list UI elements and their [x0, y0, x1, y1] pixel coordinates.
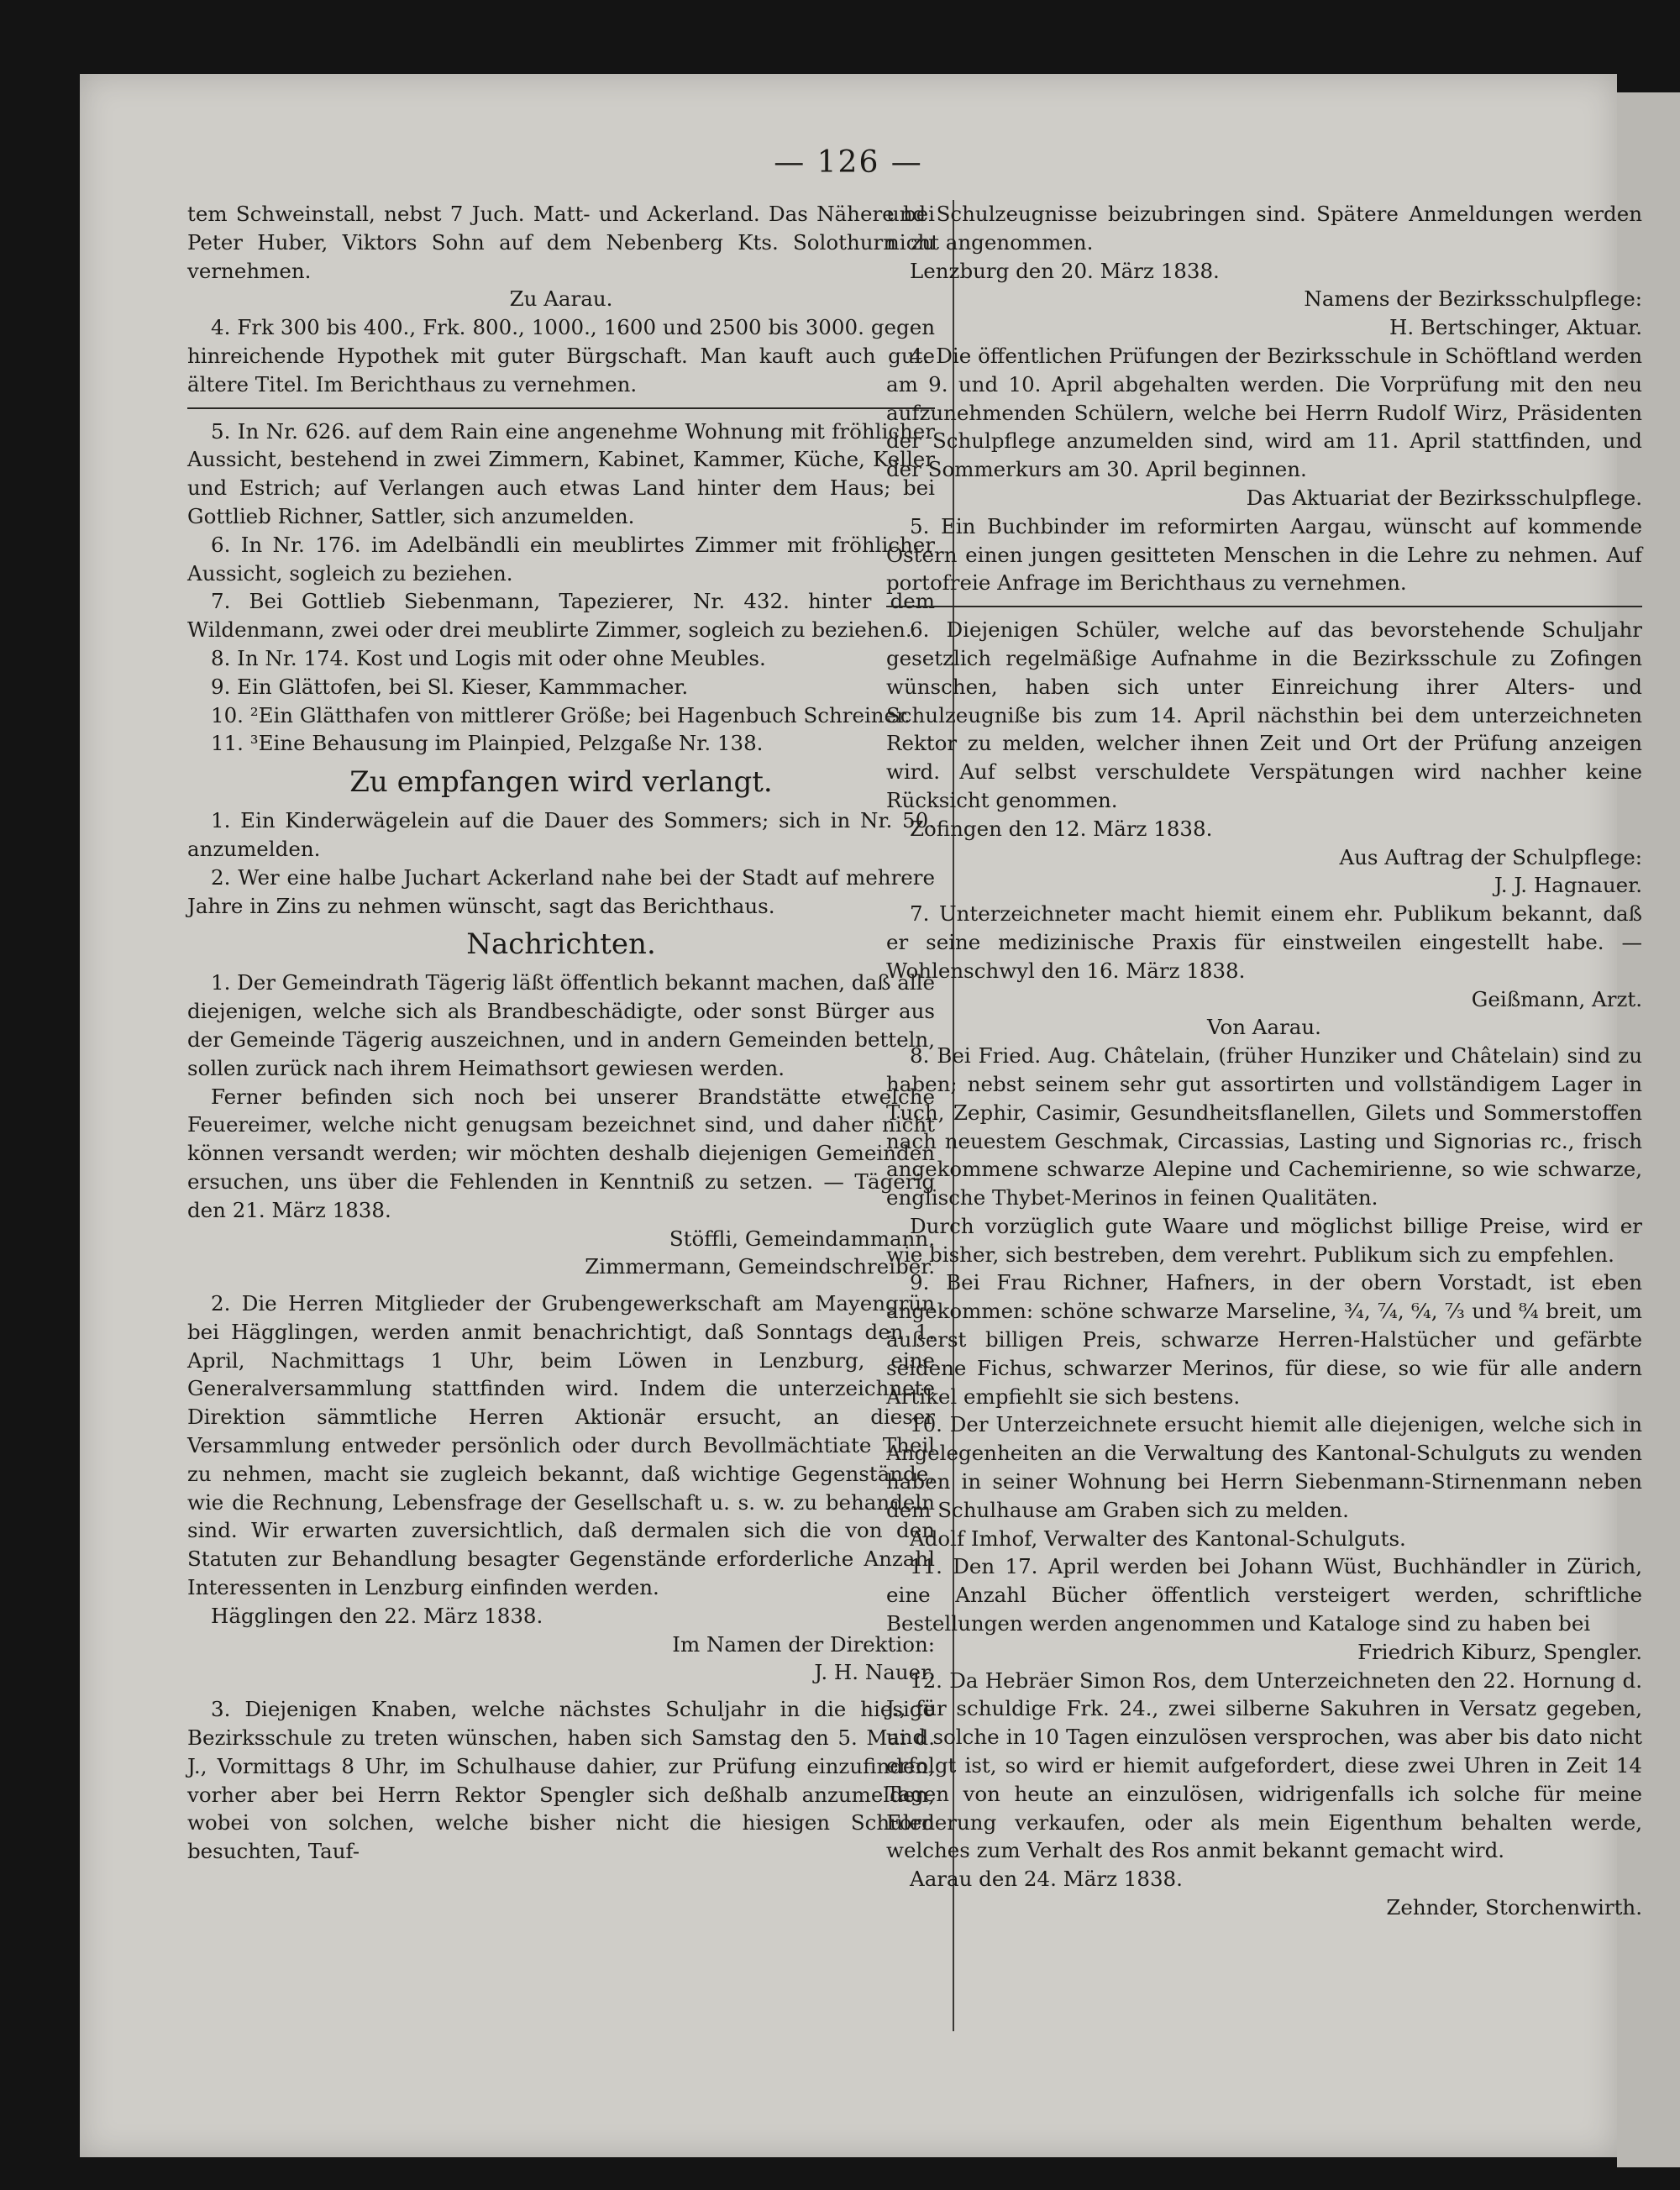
- newspaper-page: [80, 74, 1642, 2157]
- notice-5: 5. Ein Buchbinder im reformirten Aargau, wünscht auf kommende Ostern einen jungen gesitteten Menschen in die Lehre zu nehmen. Auf portofreie Anfrage im Berichthaus zu vernehmen.: [886, 513, 1642, 596]
- left-column: [187, 200, 935, 1866]
- heading-verlangt: Zu empfangen wird verlangt.: [349, 765, 773, 800]
- notice-8-paragraph-1: 8. Bei Fried. Aug. Châtelain, (früher Hunziker und Châtelain) sind zu haben; nebst seinem sehr gut assortirten und vollständigem Lager in Tuch, Zephir, Casimir, Gesundheitsflanellen, Gilets und Sommerstoffen nach neuestem Geschmak, Circassias, Lasting und Signorias rc., frisch angekommene schwarze Alepine und Cachemirienne, so wie schwarze, englische Thybet-Merinos in feinen Qualitäten.: [886, 1043, 1642, 1211]
- verlangt-item-1: 1. Ein Kinderwägelein auf die Dauer des Sommers; sich in Nr. 50. anzumelden.: [187, 808, 935, 861]
- notice-12-signature: Zehnder, Storchenwirth.: [1386, 1895, 1642, 1920]
- notice-8-paragraph-2: Durch vorzüglich gute Waare und möglichst billige Preise, wird er wie bisher, sich bestreben, dem verehrt. Publikum sich zu empfehlen.: [886, 1213, 1642, 1267]
- notice-4: 4. Die öffentlichen Prüfungen der Bezirksschule in Schöftland werden am 9. und 10. April abgehalten werden. Die Vorprüfung mit den neu aufzunehmenden Schülern, welche bei Herrn Rudolf Wirz, Präsidenten der Schulpflege anzumelden sind, wird am 11. April stattfinden, und der Sommerkurs am 30. April beginnen.: [886, 343, 1642, 482]
- notice-2-date: Hägglingen den 22. März 1838.: [211, 1603, 543, 1628]
- section-rule: [187, 407, 935, 409]
- notice-6-signature-2: J. J. Hagnauer.: [1494, 873, 1642, 898]
- ad-item-5: 5. In Nr. 626. auf dem Rain eine angenehme Wohnung mit fröhlicher Aussicht, bestehend in zwei Zimmern, Kabinet, Kammer, Küche, Keller und Estrich; auf Verlangen auch etwas Land hinter dem Haus; bei Gottlieb Richner, Sattler, sich anzumelden.: [187, 418, 935, 528]
- notice-11-signature: Friedrich Kiburz, Spengler.: [1357, 1639, 1642, 1664]
- ad-top-paragraph: tem Schweinstall, nebst 7 Juch. Matt- und Ackerland. Das Nähere bei Peter Huber, Viktors Sohn auf dem Nebenberg Kts. Solothurn zu vernehmen.: [187, 202, 935, 283]
- notice-11: 11. Den 17. April werden bei Johann Wüst, Buchhändler in Zürich, eine Anzahl Bücher öffentlich versteigert werden, schriftliche Bestellungen werden angenommen und Kataloge sind zu haben bei: [886, 1554, 1642, 1636]
- heading-nachrichten: Nachrichten.: [466, 927, 656, 962]
- ad-item-8: 8. In Nr. 174. Kost und Logis mit oder ohne Meubles.: [211, 645, 766, 670]
- section-von-aarau: Von Aarau.: [1207, 1015, 1321, 1040]
- notice-4-signature: Das Aktuariat der Bezirksschulpflege.: [1246, 485, 1642, 510]
- notice-3-signature-1: Namens der Bezirksschulpflege:: [1304, 286, 1642, 312]
- notice-12: 12. Da Hebräer Simon Ros, dem Unterzeichneten den 22. Hornung d. J., für schuldige Frk. 24., zwei silberne Sakuhren in Versatz gegeben, und solche in 10 Tagen einzulösen versprochen, was aber bis dato nicht erfolgt ist, so wird er hiemit aufgefordert, diese zwei Uhren in Zeit 14 Tagen von heute an einzulösen, widrigenfalls ich solche für meine Forderung verkaufen, oder als mein Eigenthum behalten werde, welches zum Verhalt des Ros anmit bekannt gemacht wird.: [886, 1667, 1642, 1863]
- ad-item-7: 7. Bei Gottlieb Siebenmann, Tapezierer, Nr. 432. hinter dem Wildenmann, zwei oder drei meublirte Zimmer, sogleich zu beziehen.: [187, 589, 935, 643]
- notice-1-paragraph-2: Ferner befinden sich noch bei unserer Brandstätte etwelche Feuereimer, welche nicht genugsam bezeichnet sind, und daher nicht können versandt werden; wir möchten deshalb diejenigen Gemeinden ersuchen, uns über die Fehlenden in Kenntniß zu setzen. — Tägerig den 21. März 1838.: [187, 1084, 935, 1222]
- notice-3-signature-2: H. Bertschinger, Aktuar.: [1389, 315, 1642, 340]
- section-rule: [886, 606, 1642, 607]
- notice-10: 10. Der Unterzeichnete ersucht hiemit alle diejenigen, welche sich in Angelegenheiten an die Verwaltung des Kantonal-Schulguts zu wenden haben in seiner Wohnung bei Herrn Siebenmann-Stirnenmann neben dem Schulhause am Graben sich zu melden.: [886, 1412, 1642, 1522]
- right-column: [886, 200, 1642, 1922]
- notice-9: 9. Bei Frau Richner, Hafners, in der obern Vorstadt, ist eben angekommen: schöne schwarze Marseline, ¾, ⁷⁄₄, ⁶⁄₄, ⁷⁄₃ und ⁸⁄₄ breit, um äußerst billigen Preis, schwarze Herren-Halstücher und gefärbte seidene Fichus, schwarzer Merinos, für diese, so wie für alle andern Artikel empfiehlt sie sich bestens.: [886, 1270, 1642, 1409]
- notice-6: 6. Diejenigen Schüler, welche auf das bevorstehende Schuljahr gesetzlich regelmäßige Aufnahme in die Bezirksschule zu Zofingen wünschen, haben sich unter Einreichung ihrer Alters- und Schulzeugniße bis zum 14. April nächsthin bei dem unterzeichneten Rektor zu melden, welcher ihnen Zeit und Ort der Prüfung anzeigen wird. Auf selbst verschuldete Verspätungen wird nachher keine Rücksicht genommen.: [886, 617, 1642, 812]
- notice-3-continuation: und Schulzeugnisse beizubringen sind. Spätere Anmeldungen werden nicht angenommen.: [886, 202, 1642, 255]
- notice-3-paragraph: 3. Diejenigen Knaben, welche nächstes Schuljahr in die hiesige Bezirksschule zu treten wünschen, haben sich Samstag den 5. Mai d. J., Vormittags 8 Uhr, im Schulhause dahier, zur Prüfung einzufinden, vorher aber bei Herrn Rektor Spengler sich deßhalb anzumelden, wobei von solchen, welche bisher nicht die hiesigen Schulen besuchten, Tauf-: [187, 1697, 935, 1864]
- ad-item-6: 6. In Nr. 176. im Adelbändli ein meublirtes Zimmer mit fröhlicher Aussicht, sogleich zu beziehen.: [187, 532, 935, 586]
- notice-12-date: Aarau den 24. März 1838.: [910, 1867, 1183, 1892]
- page-number: — 126 —: [774, 145, 923, 180]
- notice-1-paragraph-1: 1. Der Gemeindrath Tägerig läßt öffentlich bekannt machen, daß alle diejenigen, welche sich als Brandbeschädigte, oder sonst Bürger aus der Gemeinde Tägerig auszeichnen, und in andern Gemeinden betteln, sollen zurück nach ihrem Heimathsort gewiesen werden.: [187, 970, 935, 1080]
- notice-10-signature: Adolf Imhof, Verwalter des Kantonal-Schulguts.: [910, 1526, 1406, 1551]
- notice-1-signature-1: Stöffli, Gemeindammann.: [669, 1226, 935, 1251]
- notice-2-signature-2: J. H. Nauer.: [814, 1660, 935, 1685]
- ad-item-4: 4. Frk 300 bis 400., Frk. 800., 1000., 1600 und 2500 bis 3000. gegen hinreichende Hypothek mit guter Bürgschaft. Man kauft auch gute ältere Titel. Im Berichthaus zu vernehmen.: [187, 315, 935, 397]
- ad-item-11: 11. ³Eine Behausung im Plainpied, Pelzgaße Nr. 138.: [211, 731, 764, 756]
- notice-1-signature-2: Zimmermann, Gemeindschreiber.: [585, 1254, 935, 1279]
- verlangt-item-2: 2. Wer eine halbe Juchart Ackerland nahe bei der Stadt auf mehrere Jahre in Zins zu nehmen wünscht, sagt das Berichthaus.: [187, 864, 935, 918]
- ad-item-9: 9. Ein Glättofen, bei Sl. Kieser, Kammmacher.: [211, 674, 689, 699]
- notice-2-paragraph: 2. Die Herren Mitglieder der Grubengewerkschaft am Mayengrün bei Hägglingen, werden anmit benachrichtigt, daß Sonntags den 1. April, Nachmittags 1 Uhr, beim Löwen in Lenzburg, eine Generalversammlung stattfinden wird. Indem die unterzeichnete Direktion sämmtliche Herren Aktionär ersucht, an dieser Versammlung entweder persönlich oder durch Bevollmächtiate Theil zu nehmen, macht sie zugleich bekannt, daß wichtige Gegenstände, wie die Rechnung, Lebensfrage der Gesellschaft u. s. w. zu behandeln sind. Wir erwarten zuversichtlich, daß dermalen sich die von den Statuten zur Behandlung besagter Gegenstände erforderliche Anzahl Interessenten in Lenzburg einfinden werden.: [187, 1291, 935, 1600]
- notice-7-signature: Geißmann, Arzt.: [1471, 986, 1642, 1011]
- section-zu-aarau: Zu Aarau.: [509, 286, 613, 312]
- notice-7: 7. Unterzeichneter macht hiemit einem ehr. Publikum bekannt, daß er seine medizinische Praxis für einstweilen eingestellt habe. — Wohlenschwyl den 16. März 1838.: [886, 901, 1642, 983]
- notice-2-signature-1: Im Namen der Direktion:: [672, 1631, 935, 1657]
- notice-6-signature-1: Aus Auftrag der Schulpflege:: [1339, 844, 1642, 869]
- notice-6-date: Zofingen den 12. März 1838.: [910, 816, 1213, 841]
- ad-item-10: 10. ²Ein Glätthafen von mittlerer Größe; bei Hagenbuch Schreiner.: [211, 702, 911, 727]
- notice-3-date: Lenzburg den 20. März 1838.: [910, 258, 1220, 283]
